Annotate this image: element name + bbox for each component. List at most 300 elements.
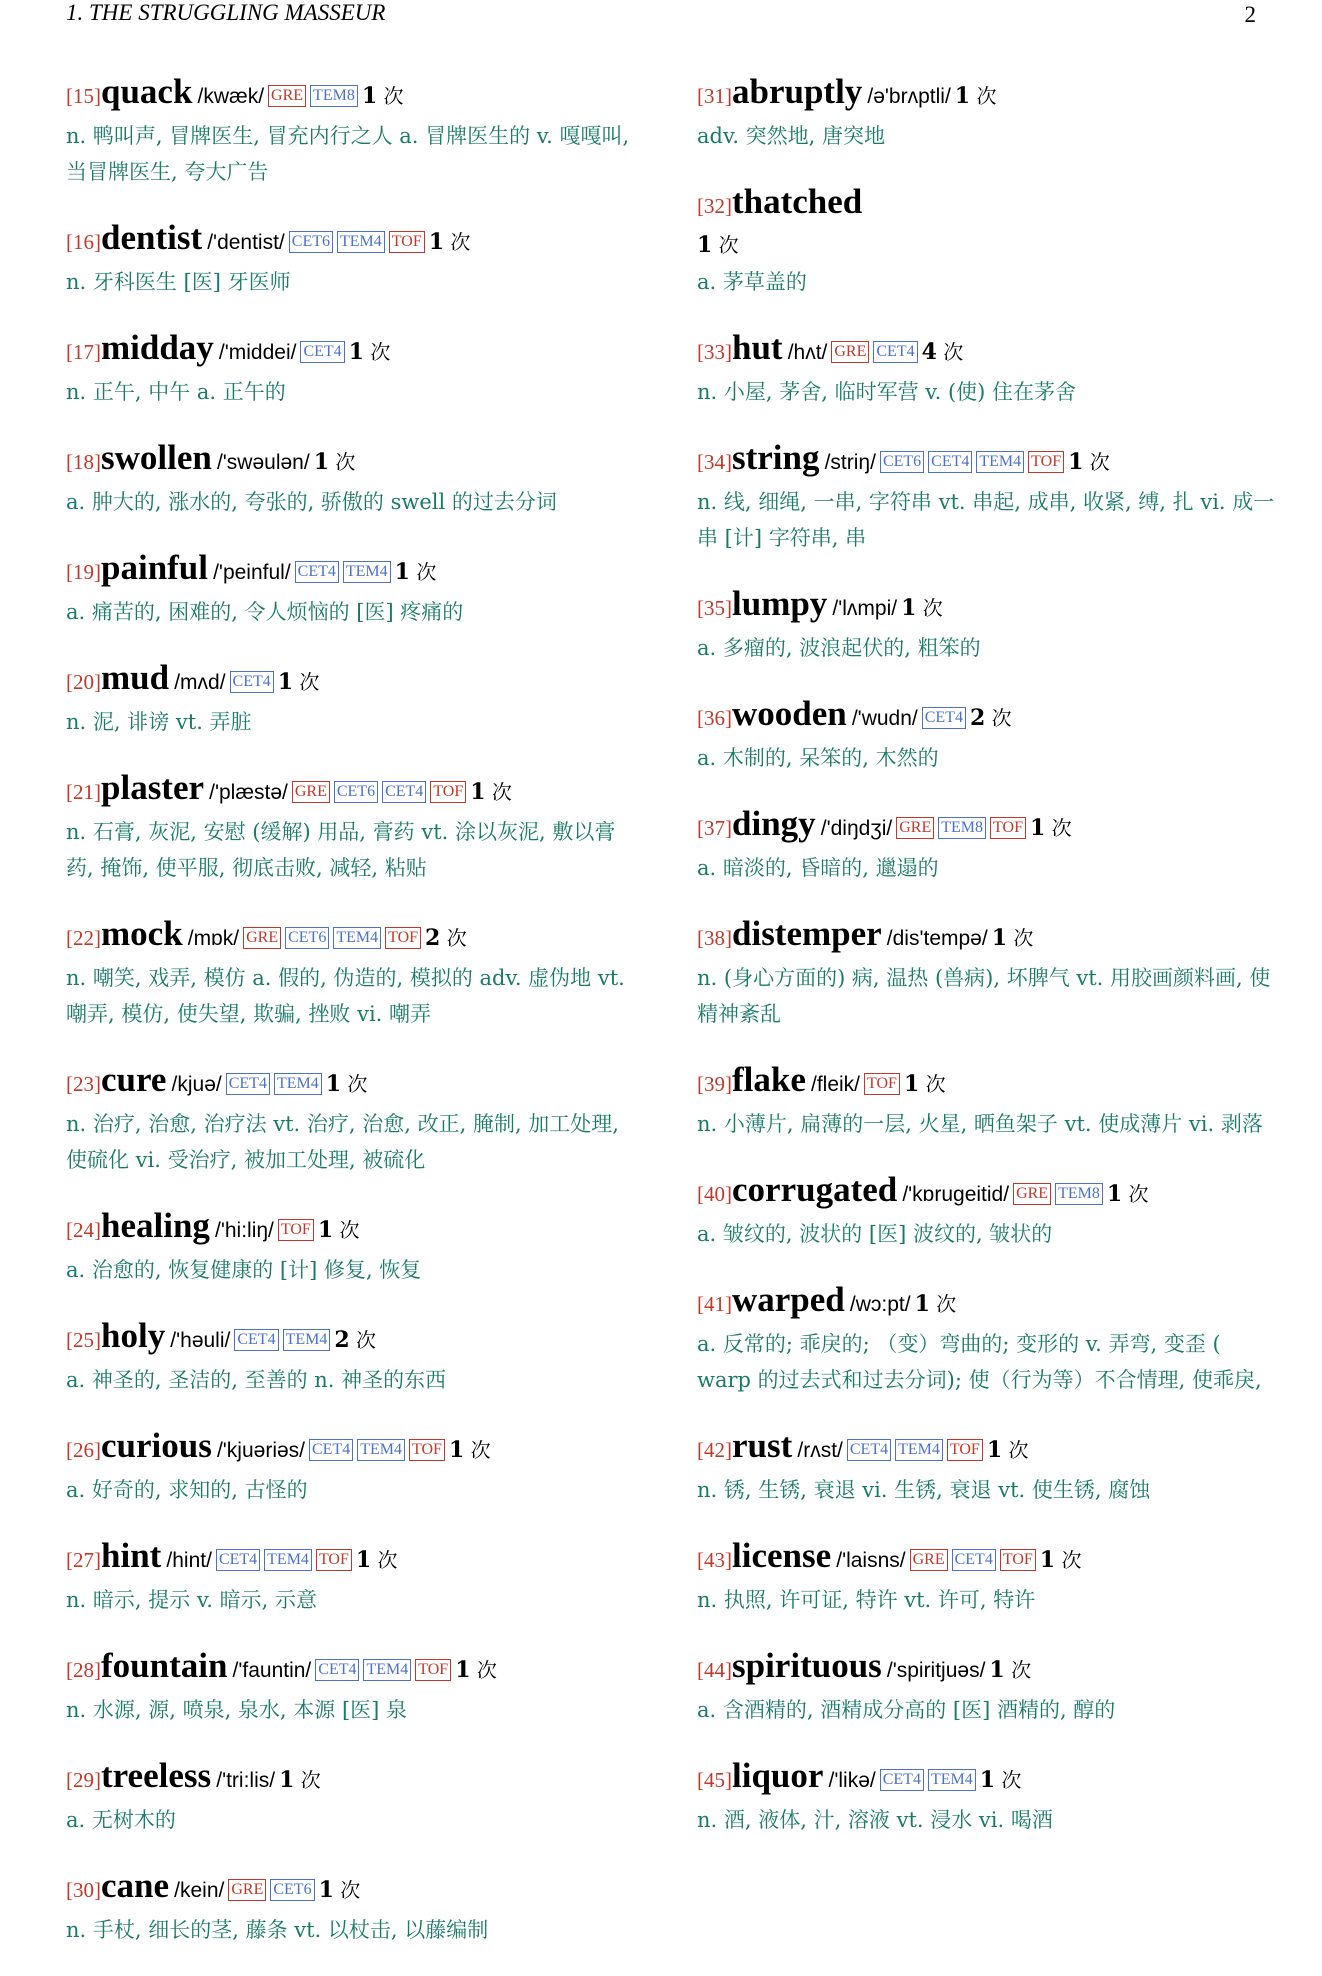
entry-headline [697,694,1277,740]
phonetic: /'laisns/ [836,1549,906,1572]
headword: cane [101,1866,170,1905]
vocab-entry [66,1426,638,1508]
frequency-count: 1 [455,1657,471,1683]
headword: mock [101,914,183,953]
frequency-unit: 次 [718,233,739,257]
vocab-entry [66,218,638,300]
exam-tag-tof: TOF [947,1439,983,1461]
definition: a. 含酒精的, 酒精成分高的 [医] 酒精的, 醇的 [697,1698,1116,1722]
exam-tag-tem4: TEM4 [343,561,391,583]
entry-number: [41] [697,1292,732,1316]
frequency [922,340,964,364]
entry-headline [66,1316,638,1362]
entry-headline [697,1170,1277,1216]
frequency-line [697,228,1277,264]
exam-tag-cet6: CET6 [880,451,924,473]
frequency-count: 1 [313,449,329,475]
entry-number: [31] [697,84,732,108]
entry-headline [66,438,638,484]
phonetic: /'likə/ [828,1769,876,1792]
vocab-entry [66,548,638,630]
definition: n. 小屋, 茅舍, 临时军营 v. (使) 住在茅舍 [697,380,1077,404]
exam-tag-tof: TOF [1028,451,1064,473]
frequency [1040,1548,1082,1572]
exam-tag-tof: TOF [864,1073,900,1095]
vocab-entry [697,1280,1277,1398]
phonetic: /'dentist/ [207,231,285,254]
frequency-count: 1 [914,1291,930,1317]
entry-number: [39] [697,1072,732,1096]
headword: dentist [101,218,203,257]
exam-tag-cet4: CET4 [847,1439,891,1461]
entry-number: [32] [697,194,732,218]
entry-headline [697,1536,1277,1582]
definition: n. 手杖, 细长的茎, 藤条 vt. 以杖击, 以藤编制 [66,1918,489,1942]
phonetic: /rʌst/ [797,1439,843,1462]
exam-tag-tem4: TEM4 [363,1659,411,1681]
entry-number: [33] [697,340,732,364]
entry-number: [30] [66,1878,101,1902]
exam-tag-tof: TOF [430,781,466,803]
definition: n. 暗示, 提示 v. 暗示, 示意 [66,1588,317,1612]
entry-headline [66,1646,638,1692]
definition: a. 反常的; 乖戾的; （变）弯曲的; 变形的 v. 弄弯, 变歪 ( warp 的过去式和过去分词); 使（行为等）不合情理, 使乖戾, [697,1332,1262,1392]
frequency [987,1438,1029,1462]
definition: n. 酒, 液体, 汁, 溶液 vt. 浸水 vi. 喝酒 [697,1808,1053,1832]
entry-headline [697,182,1277,228]
frequency-count: 1 [325,1071,342,1097]
phonetic: /fleik/ [810,1073,860,1096]
exam-tag-cet6: CET6 [285,927,329,949]
vocab-entry [66,72,638,190]
entry-number: [42] [697,1438,732,1462]
entry-headline [66,72,638,118]
exam-tag-cet4: CET4 [216,1549,260,1571]
entry-number: [35] [697,596,732,620]
exam-tag-cet6: CET6 [270,1879,314,1901]
exam-tag-cet6: CET6 [334,781,378,803]
headword: healing [101,1206,210,1245]
definition: n. 执照, 许可证, 特许 vt. 许可, 特许 [697,1588,1036,1612]
frequency [326,1072,368,1096]
definition: n. 正午, 中午 a. 正午的 [66,380,286,404]
vocab-entry [66,1060,638,1178]
exam-tag-cet4: CET4 [928,451,972,473]
headword: string [732,438,820,477]
frequency [449,1438,491,1462]
phonetic: /hint/ [166,1549,212,1572]
phonetic: /'spiritjuəs/ [886,1659,986,1682]
vocab-entry [66,1316,638,1398]
frequency [697,233,739,257]
frequency-count: 1 [470,779,486,805]
phonetic: /hʌt/ [787,341,828,364]
exam-tag-tem4: TEM4 [976,451,1024,473]
phonetic: /mʌd/ [174,671,226,694]
definition: a. 神圣的, 圣洁的, 至善的 n. 神圣的东西 [66,1368,447,1392]
entry-number: [16] [66,230,101,254]
frequency-unit: 次 [1008,1438,1029,1462]
entry-number: [38] [697,926,732,950]
exam-tag-tof: TOF [278,1219,314,1241]
headword: hut [732,328,783,367]
headword: holy [101,1316,166,1355]
headword: fountain [101,1646,228,1685]
frequency [470,780,512,804]
phonetic: /'kjuəriəs/ [216,1439,305,1462]
phonetic: /'kɒrugeitid/ [902,1183,1010,1206]
headword: liquor [732,1756,824,1795]
definition: a. 痛苦的, 困难的, 令人烦恼的 [医] 疼痛的 [66,600,464,624]
frequency-count: 1 [991,925,1007,951]
definition: n. 石膏, 灰泥, 安慰 (缓解) 用品, 膏药 vt. 涂以灰泥, 敷以膏药, 掩饰, 使平服, 彻底击败, 减轻, 粘贴 [66,820,616,880]
definition: a. 好奇的, 求知的, 古怪的 [66,1478,308,1502]
exam-tag-cet4: CET4 [295,561,339,583]
entry-headline [697,1426,1277,1472]
frequency-unit: 次 [300,1768,321,1792]
definition: n. 水源, 源, 喷泉, 泉水, 本源 [医] 泉 [66,1698,408,1722]
chapter-title: 1. THE STRUGGLING MASSEUR [66,0,386,25]
definition: a. 茅草盖的 [697,270,807,294]
phonetic: /'peinful/ [213,561,291,584]
phonetic: /dis'tempə/ [886,927,988,950]
phonetic: /'lʌmpi/ [832,597,898,620]
frequency [970,706,1012,730]
entry-number: [15] [66,84,101,108]
frequency-unit: 次 [470,1438,491,1462]
vocab-entry [66,658,638,740]
phonetic: /'diŋdʒi/ [820,817,893,840]
definition: a. 无树木的 [66,1808,176,1832]
frequency [1107,1182,1149,1206]
exam-tag-tem4: TEM4 [333,927,381,949]
phonetic: /'wudn/ [851,707,918,730]
entry-headline [66,1206,638,1252]
vocab-entry [697,804,1277,886]
entry-number: [23] [66,1072,101,1096]
phonetic: /wɔ:pt/ [849,1293,911,1316]
vocab-entry [697,328,1277,410]
entry-headline [66,548,638,594]
frequency-unit: 次 [491,780,512,804]
frequency [455,1658,497,1682]
page-number: 2 [1244,2,1256,27]
exam-tag-cet4: CET4 [873,341,917,363]
exam-tag-cet4: CET4 [230,671,274,693]
vocab-entry [697,1646,1277,1728]
exam-tag-gre: GRE [910,1549,948,1571]
frequency-unit: 次 [991,706,1012,730]
entry-headline [66,1866,638,1912]
frequency-unit: 次 [943,340,964,364]
entry-number: [43] [697,1548,732,1572]
exam-tag-tof: TOF [1000,1549,1036,1571]
exam-tag-tof: TOF [415,1659,451,1681]
phonetic: /'fauntin/ [232,1659,312,1682]
headword: cure [101,1060,167,1099]
frequency-unit: 次 [976,84,997,108]
entry-headline [697,804,1277,850]
exam-tag-gre: GRE [268,85,306,107]
phonetic: /'swəulən/ [216,451,310,474]
frequency-count: 2 [425,925,441,951]
phonetic: /'hi:liŋ/ [215,1219,274,1242]
frequency [314,450,356,474]
frequency-count: 1 [1068,449,1084,475]
frequency-count: 1 [979,1767,996,1793]
vocab-entry [66,1206,638,1288]
entry-number: [18] [66,450,101,474]
entry-headline [66,328,638,374]
exam-tag-cet4: CET4 [234,1329,278,1351]
definition: n. 鸭叫声, 冒牌医生, 冒充内行之人 a. 冒牌医生的 v. 嘎嘎叫, 当冒牌医生, 夸大广告 [66,124,630,184]
frequency [318,1218,360,1242]
exam-tag-gre: GRE [1013,1183,1051,1205]
frequency [278,670,320,694]
exam-tag-gre: GRE [831,341,869,363]
entry-headline [697,438,1277,484]
definition: n. 牙科医生 [医] 牙医师 [66,270,291,294]
exam-tag-tof: TOF [409,1439,445,1461]
definition: n. 泥, 诽谤 vt. 弄脏 [66,710,252,734]
headword: lumpy [732,584,828,623]
frequency-unit: 次 [1061,1548,1082,1572]
exam-tag-cet4: CET4 [922,707,966,729]
entry-number: [21] [66,780,101,804]
entry-headline [697,72,1277,118]
frequency-count: 1 [903,1071,920,1097]
entry-headline [66,768,638,814]
exam-tag-tem4: TEM4 [264,1549,312,1571]
definition: n. 线, 细绳, 一串, 字符串 vt. 串起, 成串, 收紧, 缚, 扎 vi. 成一串 [计] 字符串, 串 [697,490,1275,550]
phonetic: /'plæstə/ [209,781,288,804]
entry-number: [25] [66,1328,101,1352]
frequency [992,926,1034,950]
frequency-count: 1 [1106,1181,1123,1207]
definition: adv. 突然地, 唐突地 [697,124,886,148]
definition: n. 嘲笑, 戏弄, 模仿 a. 假的, 伪造的, 模拟的 adv. 虚伪地 vt. 嘲弄, 模仿, 使失望, 欺骗, 挫败 vi. 嘲弄 [66,966,625,1026]
exam-tag-tem4: TEM4 [357,1439,405,1461]
frequency-count: 1 [317,1217,334,1243]
frequency [429,230,471,254]
frequency-count: 1 [448,1437,465,1463]
frequency-unit: 次 [446,926,467,950]
vocab-entry [697,1170,1277,1252]
headword: plaster [101,768,205,807]
phonetic: /'middei/ [218,341,297,364]
headword: curious [101,1426,212,1465]
definition: a. 木制的, 呆笨的, 木然的 [697,746,939,770]
headword: warped [732,1280,845,1319]
entry-number: [37] [697,816,732,840]
frequency-unit: 次 [383,84,404,108]
frequency [904,1072,946,1096]
exam-tag-cet4: CET4 [226,1073,270,1095]
frequency-unit: 次 [339,1218,360,1242]
entry-number: [44] [697,1658,732,1682]
vocab-entry [66,1536,638,1618]
vocab-entry [66,1646,638,1728]
entry-headline [66,218,638,264]
frequency-count: 1 [361,83,378,109]
entry-headline [697,584,1277,630]
headword: wooden [732,694,847,733]
headword: spirituous [732,1646,882,1685]
frequency-unit: 次 [450,230,471,254]
phonetic: /kjuə/ [171,1073,222,1096]
frequency-count: 1 [277,669,294,695]
headword: treeless [101,1756,212,1795]
frequency-count: 1 [1039,1547,1056,1573]
frequency-count: 1 [1029,815,1046,841]
frequency-unit: 次 [1051,816,1072,840]
phonetic: /kwæk/ [197,85,265,108]
frequency [980,1768,1022,1792]
entry-number: [26] [66,1438,101,1462]
frequency-unit: 次 [335,450,356,474]
frequency-unit: 次 [370,340,391,364]
vocab-entry [697,72,1277,154]
vocab-entry [66,1756,638,1838]
frequency-count: 1 [318,1877,334,1903]
entry-number: [40] [697,1182,732,1206]
headword: distemper [732,914,882,953]
frequency-count: 1 [986,1437,1003,1463]
vocab-entry [697,914,1277,1032]
definition: n. (身心方面的) 病, 温热 (兽病), 坏脾气 vt. 用胶画颜料画, 使精神紊乱 [697,966,1271,1026]
entry-headline [697,328,1277,374]
exam-tag-tof: TOF [385,927,421,949]
frequency-count: 2 [334,1327,350,1353]
exam-tag-gre: GRE [243,927,281,949]
definition: a. 皱纹的, 波状的 [医] 波纹的, 皱状的 [697,1222,1053,1246]
entry-headline [697,914,1277,960]
phonetic: /'tri:lis/ [216,1769,276,1792]
frequency [319,1878,361,1902]
exam-tag-gre: GRE [228,1879,266,1901]
frequency [901,596,943,620]
entry-headline [66,658,638,704]
frequency-unit: 次 [340,1878,361,1902]
vocab-entry [66,1866,638,1948]
frequency-count: 1 [901,595,917,621]
headword: midday [101,328,214,367]
headword: thatched [732,182,863,221]
frequency [334,1328,376,1352]
exam-tag-tof: TOF [316,1549,352,1571]
frequency-unit: 次 [377,1548,398,1572]
entry-headline [66,914,638,960]
frequency-count: 1 [989,1657,1005,1683]
exam-tag-tem8: TEM8 [938,817,986,839]
entry-headline [66,1756,638,1802]
vocab-entry [697,1426,1277,1508]
frequency [989,1658,1031,1682]
frequency [362,84,404,108]
vocab-entry [697,182,1277,300]
definition: a. 肿大的, 涨水的, 夸张的, 骄傲的 swell 的过去分词 [66,490,557,514]
vocab-entry [66,438,638,520]
frequency-unit: 次 [1001,1768,1022,1792]
headword: painful [101,548,208,587]
frequency [279,1768,321,1792]
entry-number: [22] [66,926,101,950]
left-column [66,72,638,1976]
frequency-unit: 次 [299,670,320,694]
definition: n. 治疗, 治愈, 治疗法 vt. 治疗, 治愈, 改正, 腌制, 加工处理, 使硫化 vi. 受治疗, 被加工处理, 被硫化 [66,1112,619,1172]
frequency-count: 2 [969,705,986,731]
exam-tag-tem4: TEM4 [274,1073,322,1095]
frequency-unit: 次 [347,1072,368,1096]
headword: license [732,1536,832,1575]
vocab-entry [697,694,1277,776]
frequency-unit: 次 [922,596,943,620]
exam-tag-cet4: CET4 [382,781,426,803]
headword: hint [101,1536,162,1575]
right-column [697,72,1277,1866]
definition: a. 暗淡的, 昏暗的, 邋遢的 [697,856,939,880]
entry-number: [28] [66,1658,101,1682]
frequency-unit: 次 [936,1292,957,1316]
headword: flake [732,1060,806,1099]
entry-number: [36] [697,706,732,730]
frequency-unit: 次 [476,1658,497,1682]
frequency-count: 1 [394,559,410,585]
headword: quack [101,72,193,111]
exam-tag-cet4: CET4 [315,1659,359,1681]
headword: swollen [101,438,212,477]
frequency [915,1292,957,1316]
frequency-unit: 次 [1128,1182,1149,1206]
exam-tag-tof: TOF [389,231,425,253]
vocab-entry [697,438,1277,556]
phonetic: /'həuli/ [170,1329,231,1352]
entry-headline [66,1536,638,1582]
definition: a. 治愈的, 恢复健康的 [计] 修复, 恢复 [66,1258,422,1282]
frequency-count: 1 [954,83,971,109]
exam-tag-gre: GRE [896,817,934,839]
entry-headline [697,1280,1277,1326]
exam-tag-tem4: TEM4 [337,231,385,253]
frequency [356,1548,398,1572]
frequency [349,340,391,364]
frequency [1068,450,1110,474]
phonetic: /striŋ/ [824,451,876,474]
entry-headline [66,1426,638,1472]
frequency-count: 1 [355,1547,372,1573]
vocab-entry [697,584,1277,666]
headword: mud [101,658,170,697]
vocab-entry [697,1536,1277,1618]
entry-number: [45] [697,1768,732,1792]
vocab-entry [697,1756,1277,1838]
frequency [955,84,997,108]
phonetic: /mɒk/ [187,927,240,950]
entry-number: [24] [66,1218,101,1242]
exam-tag-cet4: CET4 [309,1439,353,1461]
entry-number: [20] [66,670,101,694]
definition: n. 锈, 生锈, 衰退 vi. 生锈, 衰退 vt. 使生锈, 腐蚀 [697,1478,1151,1502]
page-header [66,0,1256,30]
entry-number: [29] [66,1768,101,1792]
entry-number: [27] [66,1548,101,1572]
frequency-unit: 次 [416,560,437,584]
frequency [1030,816,1072,840]
phonetic: /ə'brʌptli/ [867,85,951,108]
exam-tag-cet4: CET4 [952,1549,996,1571]
vocab-entry [66,914,638,1032]
definition: a. 多瘤的, 波浪起伏的, 粗笨的 [697,636,981,660]
